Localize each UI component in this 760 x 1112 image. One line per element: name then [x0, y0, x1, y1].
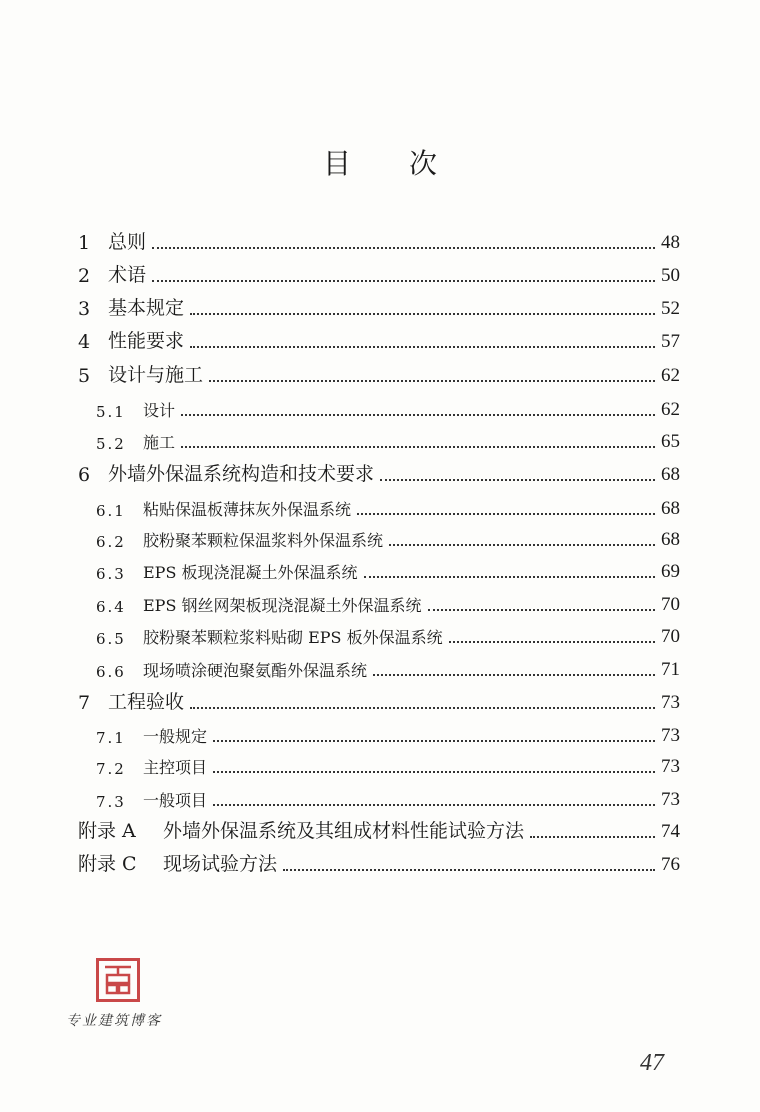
toc-leader-dots — [530, 836, 655, 838]
toc-entry[interactable] — [0, 359, 760, 391]
toc-entry-number: 6.4 — [96, 598, 126, 616]
toc-leader-dots — [152, 247, 655, 249]
toc-entry-page: 62 — [661, 365, 680, 386]
toc-entry-number: 6.1 — [96, 502, 126, 520]
toc-entry-page: 68 — [661, 529, 680, 550]
toc-title-char-1: 目 — [322, 147, 351, 180]
seal-logo-icon — [96, 958, 140, 1002]
toc-entry-page: 57 — [661, 331, 680, 352]
toc-leader-dots — [152, 280, 655, 282]
toc-entry-number: 7.2 — [96, 760, 126, 778]
toc-entry-label: 设计 — [143, 401, 176, 420]
toc-entry[interactable] — [0, 325, 760, 357]
toc-entry-number: 7.1 — [96, 729, 126, 747]
toc-entry-page: 73 — [661, 692, 680, 713]
toc-title — [0, 142, 760, 182]
toc-entry-label: 现场试验方法 — [163, 853, 278, 875]
toc-entry[interactable] — [0, 458, 760, 490]
toc-entry-number: 3 — [78, 298, 91, 320]
toc-leader-dots — [357, 513, 655, 515]
toc-entry-page: 68 — [661, 498, 680, 519]
toc-entry[interactable] — [0, 292, 760, 324]
toc-entry[interactable] — [0, 226, 760, 258]
toc-entry-page: 74 — [661, 821, 680, 842]
toc-leader-dots — [449, 641, 655, 643]
toc-entry-page: 73 — [661, 756, 680, 777]
toc-entry-label: 现场喷涂硬泡聚氨酯外保温系统 — [143, 661, 368, 680]
toc-entry-page: 52 — [661, 298, 680, 319]
toc-entry-label: 工程验收 — [108, 691, 185, 713]
toc-entry-number: 5.2 — [96, 435, 126, 453]
toc-entry-label: 术语 — [108, 264, 147, 286]
page-number: 47 — [640, 1050, 664, 1076]
toc-entry[interactable] — [0, 686, 760, 718]
toc-leader-dots — [190, 707, 655, 709]
toc-leader-dots — [380, 479, 655, 481]
toc-leader-dots — [364, 576, 656, 578]
toc-entry[interactable] — [0, 425, 760, 457]
toc-entry-number: 7 — [78, 692, 91, 714]
toc-entry-number: 6.3 — [96, 565, 126, 583]
toc-entry-label: EPS 钢丝网架板现浇混凝土外保温系统 — [143, 596, 422, 615]
toc-entry-number: 2 — [78, 265, 91, 287]
toc-entry-page: 69 — [661, 561, 680, 582]
toc-leader-dots — [213, 740, 655, 742]
toc-entry-number: 1 — [78, 232, 91, 254]
toc-leader-dots — [209, 380, 655, 382]
toc-entry-page: 76 — [661, 854, 680, 875]
toc-entry-page: 70 — [661, 594, 680, 615]
toc-entry-page: 71 — [661, 659, 680, 680]
toc-entry-label: 胶粉聚苯颗粒保温浆料外保温系统 — [143, 531, 384, 550]
toc-entry-number: 附录 C — [78, 853, 137, 875]
toc-entry[interactable] — [0, 783, 760, 815]
toc-entry[interactable] — [0, 523, 760, 555]
toc-entry-label: 外墙外保温系统及其组成材料性能试验方法 — [163, 820, 525, 842]
toc-title-char-2: 次 — [409, 147, 438, 180]
toc-entry[interactable] — [0, 719, 760, 751]
toc-leader-dots — [389, 544, 655, 546]
toc-entry-number: 4 — [78, 331, 91, 353]
toc-entry-number: 6.2 — [96, 533, 126, 551]
toc-leader-dots — [190, 346, 655, 348]
toc-entry[interactable] — [0, 653, 760, 685]
toc-entry-number: 附录 A — [78, 820, 136, 842]
toc-entry-label: 施工 — [143, 433, 176, 452]
seal-caption: 专业建筑博客 — [66, 1013, 162, 1029]
toc-entry-label: 基本规定 — [108, 297, 185, 319]
toc-entry-label: 粘贴保温板薄抹灰外保温系统 — [143, 500, 352, 519]
toc-leader-dots — [213, 771, 655, 773]
toc-leader-dots — [428, 609, 656, 611]
toc-entry-label: 外墙外保温系统构造和技术要求 — [108, 463, 375, 485]
toc-leader-dots — [213, 804, 655, 806]
toc-leader-dots — [373, 674, 655, 676]
toc-entry[interactable] — [0, 492, 760, 524]
toc-entry[interactable] — [0, 620, 760, 652]
toc-entry-label: 设计与施工 — [108, 364, 204, 386]
toc-leader-dots — [190, 313, 655, 315]
toc-entry-page: 50 — [661, 265, 680, 286]
toc-entry-number: 7.3 — [96, 793, 126, 811]
toc-entry-label: 总则 — [108, 231, 147, 253]
toc-entry-label: 性能要求 — [108, 330, 185, 352]
toc-entry-page: 62 — [661, 399, 680, 420]
toc-entry[interactable] — [0, 815, 760, 847]
toc-entry-number: 6 — [78, 464, 91, 486]
toc-entry-page: 70 — [661, 626, 680, 647]
toc-entry-label: 主控项目 — [143, 758, 208, 777]
toc-entry[interactable] — [0, 848, 760, 880]
toc-entry-page: 65 — [661, 431, 680, 452]
toc-entry-label: 一般项目 — [143, 791, 208, 810]
toc-entry-number: 6.6 — [96, 663, 126, 681]
toc-entry[interactable] — [0, 750, 760, 782]
toc-entry-page: 48 — [661, 232, 680, 253]
toc-entry-label: 胶粉聚苯颗粒浆料贴砌 EPS 板外保温系统 — [143, 628, 443, 647]
toc-leader-dots — [283, 869, 655, 871]
toc-entry-label: 一般规定 — [143, 727, 208, 746]
toc-entry-number: 5.1 — [96, 403, 126, 421]
toc-entry[interactable] — [0, 393, 760, 425]
toc-entry-number: 6.5 — [96, 630, 126, 648]
toc-leader-dots — [181, 446, 655, 448]
toc-entry-page: 68 — [661, 464, 680, 485]
toc-entry-label: EPS 板现浇混凝土外保温系统 — [143, 563, 358, 582]
toc-entry[interactable] — [0, 259, 760, 291]
toc-entry[interactable] — [0, 555, 760, 587]
toc-entry-page: 73 — [661, 789, 680, 810]
toc-entry[interactable] — [0, 588, 760, 620]
toc-entry-page: 73 — [661, 725, 680, 746]
toc-entry-number: 5 — [78, 365, 91, 387]
toc-leader-dots — [181, 414, 655, 416]
